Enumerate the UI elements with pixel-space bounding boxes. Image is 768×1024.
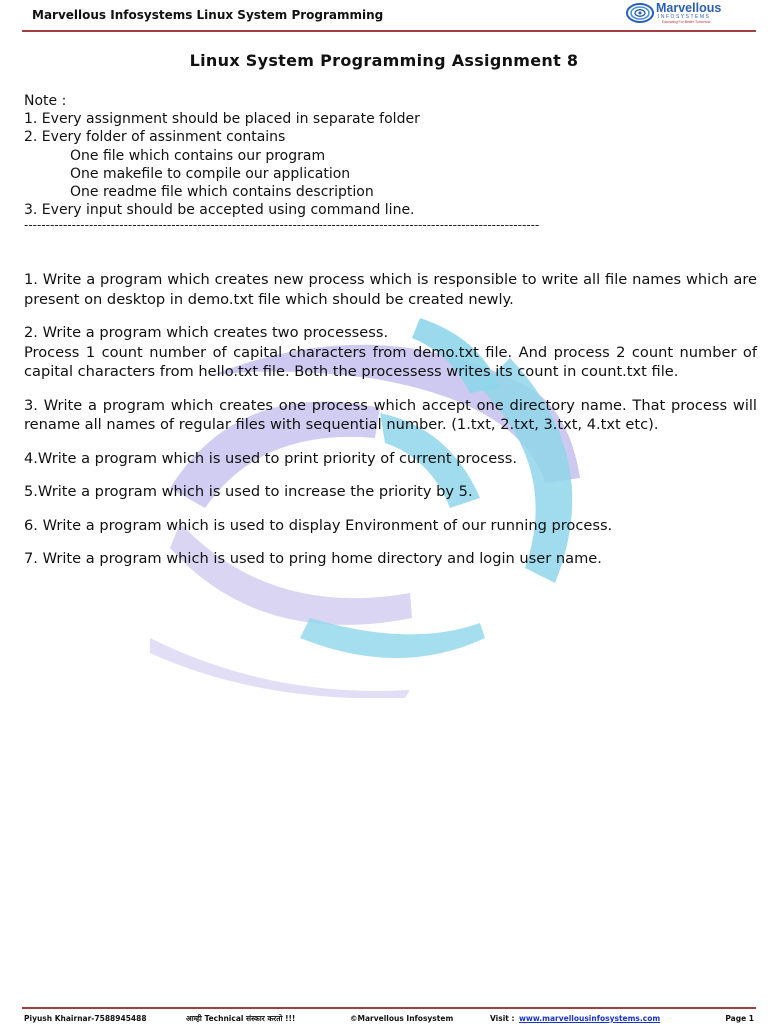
question-item bbox=[24, 549, 757, 569]
question-text: 7. Write a program which is used to pring home directory and login user name. bbox=[24, 550, 602, 567]
question-item bbox=[24, 449, 757, 469]
notes-block bbox=[24, 92, 420, 219]
logo-name: Marvellous bbox=[656, 1, 722, 15]
question-item bbox=[24, 516, 757, 536]
marvellous-logo bbox=[626, 1, 746, 25]
question-text: 1. Write a program which creates new process which is responsible to write all file names which are present on desktop in demo.txt file which should be created newly. bbox=[24, 271, 757, 308]
dashed-separator: ----------------------------------------------------------------------------------------------------------------------- bbox=[24, 218, 540, 232]
note-item: 2. Every folder of assinment contains bbox=[24, 129, 286, 146]
page-title: Linux System Programming Assignment 8 bbox=[189, 51, 579, 70]
header-title: Marvellous Infosystems Linux System Programming bbox=[32, 8, 384, 22]
question-text: 2. Write a program which creates two processess. bbox=[24, 324, 389, 341]
note-heading: Note : bbox=[24, 93, 67, 109]
note-item: 3. Every input should be accepted using command line. bbox=[24, 202, 415, 219]
page-footer bbox=[22, 1007, 756, 1023]
logo-tagline: Educating For Better Tomorrow bbox=[662, 20, 711, 24]
question-list bbox=[24, 270, 757, 583]
logo-swirl-icon bbox=[626, 1, 656, 25]
question-item bbox=[24, 396, 757, 435]
footer-author: Piyush Khairnar-7588945488 bbox=[24, 1014, 147, 1023]
question-item bbox=[24, 323, 757, 382]
note-item: 1. Every assignment should be placed in separate folder bbox=[24, 111, 420, 128]
footer-website-link[interactable]: www.marvellousinfosystems.com bbox=[519, 1014, 661, 1023]
note-subitem: One file which contains our program bbox=[70, 147, 326, 164]
footer-slogan: आम्ही Technical संस्कार करतो !!! bbox=[186, 1014, 296, 1023]
question-text: Process 1 count number of capital characters from demo.txt file. And process 2 count number of capital characters from hello.txt file. Both the processess writes its count in count.txt file. bbox=[24, 343, 757, 380]
footer-page-number: Page 1 bbox=[725, 1014, 754, 1023]
footer-copyright: ©Marvellous Infosystem bbox=[350, 1014, 454, 1023]
note-subitem: One readme file which contains description bbox=[70, 184, 374, 201]
footer-visit-label: Visit : bbox=[490, 1014, 515, 1023]
logo-subtitle: INFOSYSTEMS bbox=[658, 14, 711, 20]
question-item bbox=[24, 270, 757, 309]
note-subitem: One makefile to compile our application bbox=[70, 165, 351, 182]
question-text: 6. Write a program which is used to display Environment of our running process. bbox=[24, 516, 613, 534]
question-text: 5.Write a program which is used to increase the priority by 5. bbox=[24, 483, 473, 500]
page-header bbox=[22, 0, 756, 32]
question-text: 4.Write a program which is used to print priority of current process. bbox=[24, 449, 518, 467]
question-text: 3. Write a program which creates one process which accept one directory name. That process will rename all names of regular files with sequential number. (1.txt, 2.txt, 3.txt, 4.txt etc). bbox=[24, 396, 757, 433]
question-item bbox=[24, 482, 757, 502]
